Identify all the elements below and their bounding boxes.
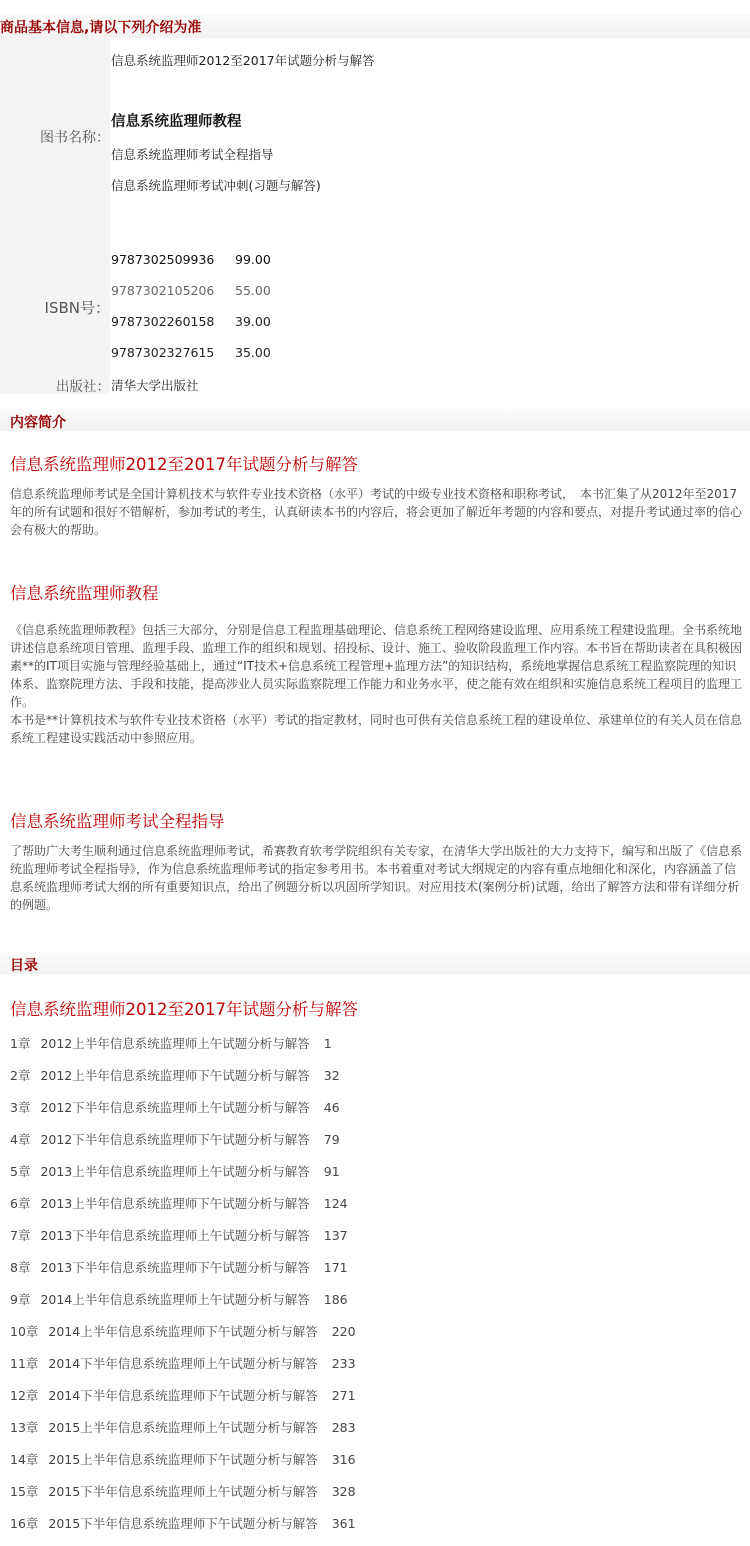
price-value: 99.00 [235, 252, 271, 267]
toc-chapter: 15章 [10, 1484, 39, 1499]
info-label-column [0, 38, 110, 394]
toc-chapter: 7章 [10, 1228, 31, 1243]
toc-title: 2015下半年信息系统监理师下午试题分析与解答 [48, 1516, 318, 1531]
toc-page: 316 [331, 1452, 356, 1467]
summary-text: 《信息系统监理师教程》包括三大部分，分别是信息工程监理基础理论、信息系统工程网络建设监理、应用系统工程建设监理。全书系统地讲述信息系统项目管理、监理手段、监理工作的组织和规划、招投标、设计、施工、验收阶段监理工作内容。本书旨在帮助读者在具积极因素**的IT项目实施与管理经验基础上，通过“IT技术+信息系统工程管理+监理方法”的知识结构，系统地掌握信息系统工程监察院理的知识体系、监察院理方法、手段和技能，提高涉业人员实际监察院理工作能力和业务水平，使之能有效在组织和实施信息系统工程项目的监理工作。 [10, 623, 743, 709]
toc-chapter: 10章 [10, 1324, 39, 1339]
toc-title: 2013上半年信息系统监理师下午试题分析与解答 [40, 1196, 310, 1211]
book-name-2: 信息系统监理师教程 [111, 114, 242, 130]
isbn-row [111, 345, 271, 360]
toc-title: 2013下半年信息系统监理师上午试题分析与解答 [40, 1228, 310, 1243]
toc-page: 91 [323, 1164, 340, 1179]
toc-page: 171 [323, 1260, 348, 1275]
toc-title: 2012下半年信息系统监理师下午试题分析与解答 [40, 1132, 310, 1147]
toc-title: 2014下半年信息系统监理师上午试题分析与解答 [48, 1356, 318, 1371]
toc-title: 2014上半年信息系统监理师下午试题分析与解答 [48, 1324, 318, 1339]
toc-title: 2012上半年信息系统监理师上午试题分析与解答 [40, 1036, 310, 1051]
toc-item [10, 1514, 356, 1532]
toc-item [10, 1034, 332, 1052]
toc-chapter: 6章 [10, 1196, 31, 1211]
toc-item [10, 1418, 356, 1436]
publisher-value: 清华大学出版社 [111, 378, 199, 393]
toc-chapter: 1章 [10, 1036, 31, 1051]
toc-page: 283 [331, 1420, 356, 1435]
toc-item [10, 1130, 340, 1148]
toc-item [10, 1194, 348, 1212]
info-header-title: 商品基本信息,请以下列介绍为准 [0, 20, 202, 36]
book-name-4: 信息系统监理师考试冲刺(习题与解答) [111, 178, 321, 193]
toc-title: 2015下半年信息系统监理师上午试题分析与解答 [48, 1484, 318, 1499]
price-value: 39.00 [235, 314, 271, 329]
toc-item [10, 1386, 356, 1404]
isbn-value: 9787302327615 [111, 345, 215, 360]
isbn-value: 9787302509936 [111, 252, 215, 267]
toc-item [10, 1226, 348, 1244]
toc-header-bar [0, 952, 750, 974]
toc-page: 271 [331, 1388, 356, 1403]
publisher-label: 出版社： [56, 379, 110, 395]
toc-header-title: 目录 [10, 958, 38, 974]
toc-item [10, 1066, 340, 1084]
toc-page: 79 [323, 1132, 340, 1147]
toc-title: 2013上半年信息系统监理师上午试题分析与解答 [40, 1164, 310, 1179]
toc-title: 2015上半年信息系统监理师下午试题分析与解答 [48, 1452, 318, 1467]
toc-item [10, 1258, 348, 1276]
toc-page: 46 [323, 1100, 340, 1115]
summary-text: 了帮助广大考生顺利通过信息系统监理师考试，希赛教育软考学院组织有关专家，在清华大学出版社的大力支持下，编写和出版了《信息系统监理师考试全程指导》，作为信息系统监理师考试的指定参考用书。本书着重对考试大纲规定的内容有重点地细化和深化，内容涵盖了信息系统监理师考试大纲的所有重要知识点，给出了例题分析以巩固所学知识。对应用技术(案例分析)试题，给出了解答方法和带有详细分析的例题。 [10, 844, 743, 912]
summary-title-2: 信息系统监理师教程 [10, 584, 159, 603]
summary-title-3: 信息系统监理师考试全程指导 [10, 812, 225, 831]
toc-page: 1 [323, 1036, 332, 1051]
summary-paragraph-2 [10, 621, 742, 747]
toc-chapter: 2章 [10, 1068, 31, 1083]
toc-title: 2012上半年信息系统监理师下午试题分析与解答 [40, 1068, 310, 1083]
toc-chapter: 8章 [10, 1260, 31, 1275]
isbn-value: 9787302260158 [111, 314, 215, 329]
toc-chapter: 9章 [10, 1292, 31, 1307]
toc-item [10, 1482, 356, 1500]
isbn-row [111, 252, 271, 267]
toc-chapter: 16章 [10, 1516, 39, 1531]
toc-item [10, 1162, 340, 1180]
summary-text: 信息系统监理师考试是全国计算机技术与软件专业技术资格（水平）考试的中级专业技术资格和职称考试， 本书汇集了从2012年至2017年的所有试题和很好不错解析，参加考试的考生，认真研读本书的内容后，将会更加了解近年考题的内容和要点，对提升考试通过率的信心会有极大的帮助。 [10, 487, 743, 537]
summary-text: 本书是**计算机技术与软件专业技术资格（水平）考试的指定教材，同时也可供有关信息系统工程的建设单位、承建单位的有关人员在信息系统工程建设实践活动中参照应用。 [10, 713, 743, 745]
toc-page: 124 [323, 1196, 348, 1211]
price-value: 55.00 [235, 283, 271, 298]
toc-chapter: 3章 [10, 1100, 31, 1115]
toc-item [10, 1354, 356, 1372]
toc-title: 2013下半年信息系统监理师下午试题分析与解答 [40, 1260, 310, 1275]
toc-item [10, 1098, 340, 1116]
summary-paragraph-1 [10, 485, 742, 539]
toc-title: 2014上半年信息系统监理师上午试题分析与解答 [40, 1292, 310, 1307]
toc-page: 186 [323, 1292, 348, 1307]
toc-title: 2014下半年信息系统监理师下午试题分析与解答 [48, 1388, 318, 1403]
toc-page: 137 [323, 1228, 348, 1243]
toc-chapter: 11章 [10, 1356, 39, 1371]
summary-header-bar [0, 409, 750, 431]
summary-paragraph-3 [10, 842, 742, 914]
book-name-1: 信息系统监理师2012至2017年试题分析与解答 [111, 53, 375, 68]
isbn-value: 9787302105206 [111, 283, 215, 298]
isbn-row [111, 283, 271, 298]
isbn-label: ISBN号： [44, 299, 110, 317]
toc-item [10, 1290, 348, 1308]
book-name-label: 图书名称： [40, 130, 110, 146]
toc-page: 32 [323, 1068, 340, 1083]
toc-chapter: 12章 [10, 1388, 39, 1403]
summary-header-title: 内容简介 [10, 415, 66, 431]
toc-chapter: 4章 [10, 1132, 31, 1147]
toc-item [10, 1450, 356, 1468]
book-name-3: 信息系统监理师考试全程指导 [111, 147, 274, 162]
toc-page: 328 [331, 1484, 356, 1499]
toc-page: 220 [331, 1324, 356, 1339]
toc-item [10, 1322, 356, 1340]
summary-title-1: 信息系统监理师2012至2017年试题分析与解答 [10, 455, 358, 474]
toc-chapter: 13章 [10, 1420, 39, 1435]
toc-page: 233 [331, 1356, 356, 1371]
toc-title: 2012下半年信息系统监理师上午试题分析与解答 [40, 1100, 310, 1115]
price-value: 35.00 [235, 345, 271, 360]
toc-chapter: 5章 [10, 1164, 31, 1179]
toc-page: 361 [331, 1516, 356, 1531]
toc-chapter: 14章 [10, 1452, 39, 1467]
isbn-row [111, 314, 271, 329]
toc-book-title: 信息系统监理师2012至2017年试题分析与解答 [10, 1000, 358, 1019]
toc-title: 2015上半年信息系统监理师上午试题分析与解答 [48, 1420, 318, 1435]
